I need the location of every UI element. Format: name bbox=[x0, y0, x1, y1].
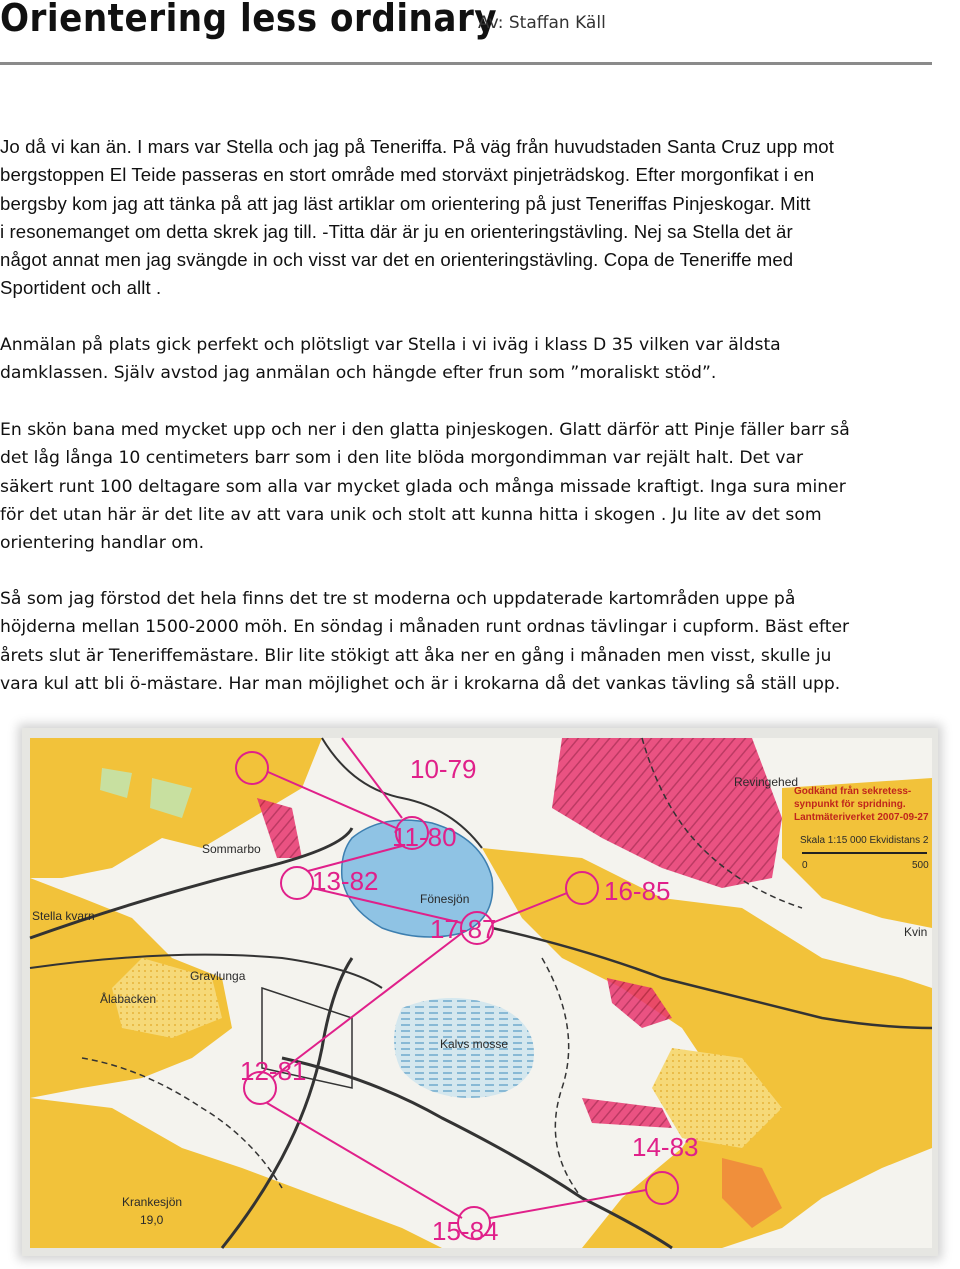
control-label: 12-81 bbox=[240, 1056, 307, 1086]
text-line: höjderna mellan 1500-2000 möh. En söndag i månaden runt ordnas tävlingar i cupform. Bäst efter bbox=[0, 617, 850, 638]
paragraph-1 bbox=[0, 133, 940, 303]
place-name: 19,0 bbox=[140, 1213, 164, 1227]
article-title: Orientering less ordinary bbox=[0, 0, 498, 40]
text-line: Anmälan på plats gick perfekt och plötsligt var Stella i vi iväg i klass D 35 vilken var äldsta bbox=[0, 335, 781, 355]
control-label: 10-79 bbox=[410, 754, 477, 784]
place-name: Fönesjön bbox=[420, 892, 470, 906]
place-name: Gravlunga bbox=[190, 969, 246, 983]
article-header bbox=[0, 0, 932, 65]
paragraph-2 bbox=[0, 331, 940, 388]
place-name: Ålabacken bbox=[100, 992, 157, 1006]
scale-tick: 0 bbox=[802, 860, 808, 871]
text-line: årets slut är Teneriffemästare. Blir lite stökigt att åka ner en gång i månaden men visst, skulle ju bbox=[0, 645, 832, 666]
place-name: Kvin bbox=[904, 925, 928, 939]
control-label: 16-85 bbox=[604, 876, 671, 906]
place-name: Sommarbo bbox=[202, 842, 261, 856]
text-line: för det utan här är det lite av att vara unik och stolt att kunna hitta i skogen . Ju lite av det som bbox=[0, 504, 822, 525]
article-byline: Av: Staffan Käll bbox=[478, 13, 606, 33]
text-line: säkert runt 100 deltagare som alla var mycket glada och många missade kraftigt. Inga sura miner bbox=[0, 476, 846, 497]
approval-stamp-line: Lantmäteriverket 2007-09-27 bbox=[794, 812, 929, 823]
map-scale-text: Skala 1:15 000 Ekvidistans 2 bbox=[800, 835, 929, 846]
approval-stamp-line: synpunkt för spridning. bbox=[794, 799, 906, 810]
orienteering-map bbox=[22, 728, 938, 1256]
text-line: bergsby kom jag att tänka på att jag läst artiklar om orientering på just Teneriffas Pinjeskogar. Mitt bbox=[0, 192, 811, 214]
text-line: Sportident och allt . bbox=[0, 277, 162, 299]
place-name: Kalvs mosse bbox=[440, 1037, 509, 1051]
text-line: orientering handlar om. bbox=[0, 533, 205, 554]
text-line: något annat men jag svängde in och visst var det en orienteringstävling. Copa de Teneriffe med bbox=[0, 249, 794, 271]
text-line: i resonemanget om detta skrek jag till. -Titta där är ju en orienteringstävling. Nej sa Stella det är bbox=[0, 220, 793, 242]
text-line: Så som jag förstod det hela finns det tre st moderna och uppdaterade kartområden uppe på bbox=[0, 589, 796, 609]
control-label: 11-80 bbox=[392, 822, 457, 852]
paragraph-3 bbox=[0, 416, 940, 557]
place-name: Krankesjön bbox=[122, 1195, 183, 1209]
paragraph-4 bbox=[0, 585, 940, 698]
approval-stamp-line: Godkänd från sekretess- bbox=[794, 786, 912, 797]
place-name: Stella kvarn bbox=[32, 909, 95, 923]
text-line: damklassen. Själv avstod jag anmälan och hängde efter frun som ”moraliskt stöd”. bbox=[0, 363, 717, 384]
control-label: 13-82 bbox=[312, 866, 379, 896]
control-label: 17-87 bbox=[430, 914, 497, 944]
text-line: bergstoppen El Teide passeras en stort område med storväxt pinjeträdskog. Efter morgonfikat i en bbox=[0, 164, 815, 186]
place-name: Revingehed bbox=[734, 775, 799, 789]
orienteering-map-photo bbox=[22, 728, 938, 1256]
control-label: 14-83 bbox=[632, 1132, 699, 1162]
text-line: Jo då vi kan än. I mars var Stella och jag på Teneriffa. På väg från huvudstaden Santa Cruz upp mot bbox=[0, 136, 835, 157]
text-line: det låg långa 10 centimeters barr som i den lite blöda morgondimman var rejält halt. Det var bbox=[0, 448, 804, 469]
scale-tick: 500 bbox=[912, 860, 929, 871]
text-line: En skön bana med mycket upp och ner i den glatta pinjeskogen. Glatt därför att Pinje fäller barr så bbox=[0, 420, 850, 440]
control-label: 15-84 bbox=[432, 1216, 499, 1246]
text-line: vara kul att bli ö-mästare. Har man möjlighet och är i krokarna då det vankas tävling så ställ upp. bbox=[0, 673, 841, 694]
